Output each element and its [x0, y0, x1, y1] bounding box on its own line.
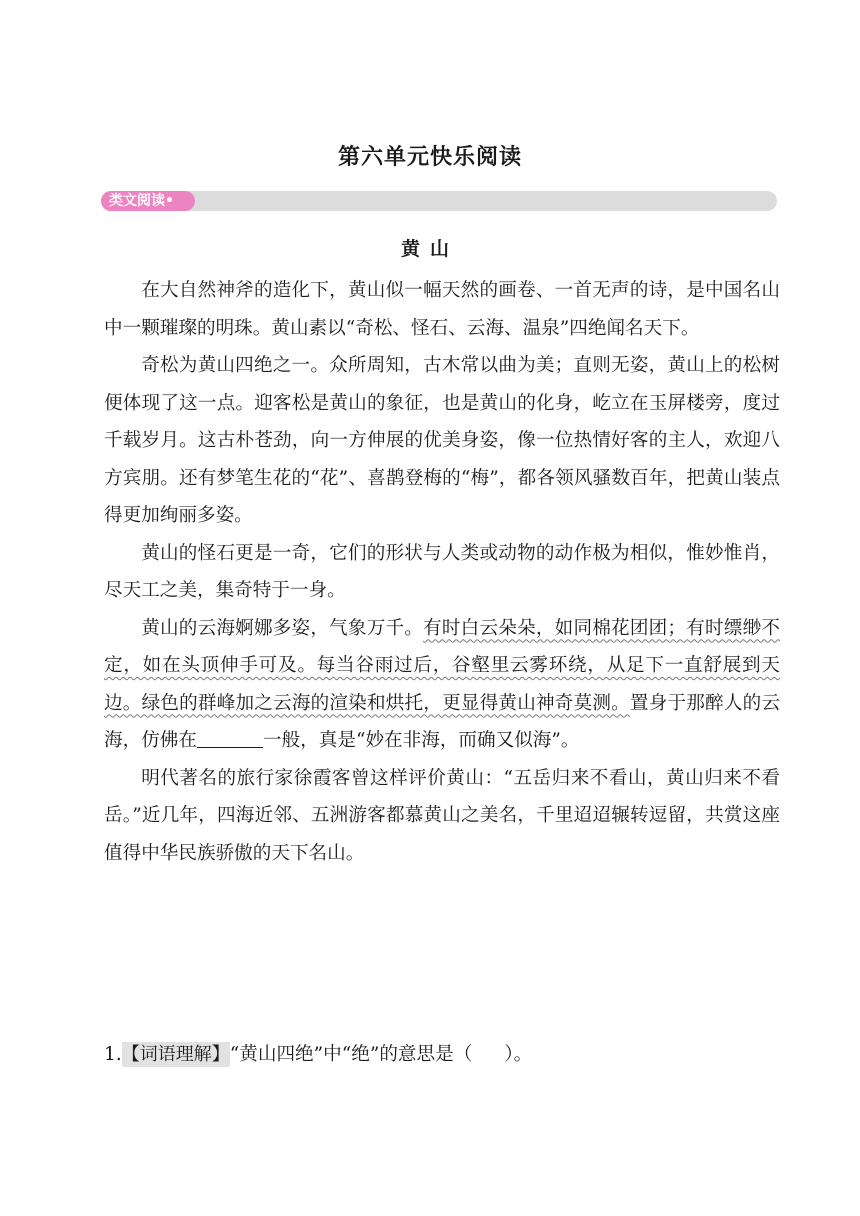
article-title-char: 黄 — [400, 238, 430, 260]
question-text: “黄山四绝”中“绝”的意思是（ — [229, 1044, 473, 1065]
fill-in-blank[interactable] — [197, 746, 263, 748]
paragraph-4-after-blank: 一般，真是“妙在非海，而确又似海”。 — [262, 730, 580, 751]
paragraph-4-start: 黄山的云海婀娜多姿，气象万千。 — [141, 617, 424, 639]
section-tag: 类文阅读• — [101, 191, 195, 211]
question-tag: 【词语理解】 — [121, 1044, 230, 1065]
article-title-char: 山 — [430, 238, 460, 260]
question-number: 1. — [104, 1044, 122, 1065]
unit-title: 第六单元快乐阅读 — [337, 145, 522, 170]
paragraph-4 — [104, 610, 780, 760]
article-title — [0, 234, 860, 261]
question-end: ）。 — [504, 1044, 533, 1065]
article-body — [104, 272, 780, 872]
paragraph-3: 黄山的怪石更是一奇，它们的形状与人类或动物的动作极为相似，惟妙惟肖，尽天工之美，集奇特于一身。 — [104, 542, 780, 601]
wavy-underlined-text: 有时白云朵朵，如同棉花团团；有时缥缈不定，如在头顶伸手可及。每当谷雨过后，谷壑里云雾环绕，从足下一直舒展到天边。绿色的群峰加之云海的渲染和烘托，更显得黄山神奇莫测。 — [104, 617, 780, 714]
paragraph-1: 在大自然神斧的造化下，黄山似一幅天然的画卷、一首无声的诗，是中国名山中一颗璀璨的明珠。黄山素以“奇松、怪石、云海、温泉”四绝闻名天下。 — [104, 280, 780, 339]
paragraph-2: 奇松为黄山四绝之一。众所周知，古木常以曲为美；直则无姿，黄山上的松树便体现了这一点。迎客松是黄山的象征，也是黄山的化身，屹立在玉屏楼旁，度过千载岁月。这古朴苍劲，向一方伸展的优美身姿，像一位热情好客的主人，欢迎八方宾朋。还有梦笔生花的“花”、喜鹊登梅的“梅”，都各领风骚数百年，把黄山装点得更加绚丽多姿。 — [104, 355, 780, 526]
section-divider-bar — [101, 191, 777, 211]
paragraph-5: 明代著名的旅行家徐霞客曾这样评价黄山：“五岳归来不看山，黄山归来不看岳。”近几年，四海近邻、五洲游客都慕黄山之美名，千里迢迢辗转逗留，共赏这座值得中华民族骄傲的天下名山。 — [104, 767, 780, 864]
question-1 — [104, 1036, 780, 1074]
paragraph-4-before-blank: 置身于那醉人的云海，仿佛在 — [104, 692, 780, 751]
